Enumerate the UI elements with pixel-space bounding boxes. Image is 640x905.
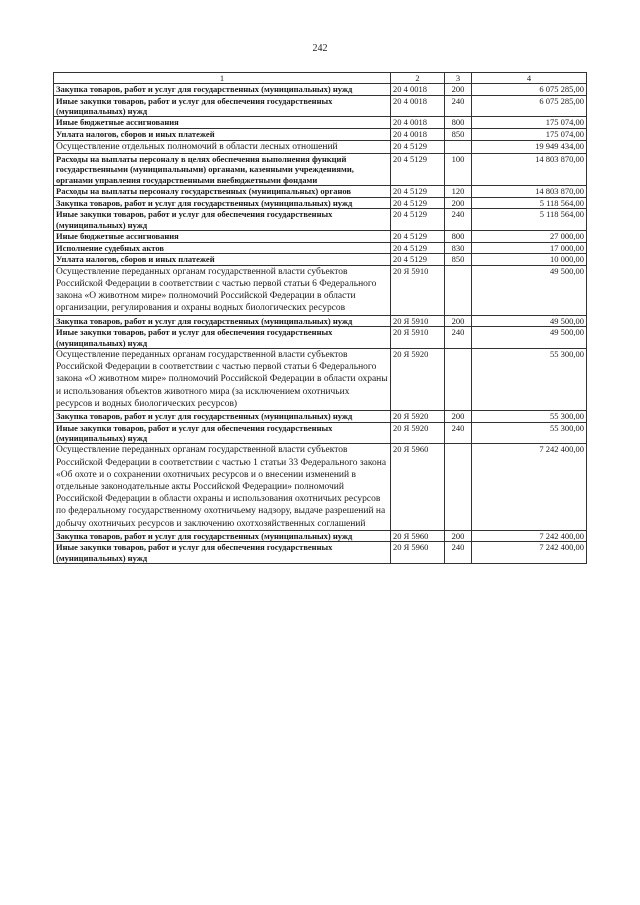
- row-name: Закупка товаров, работ и услуг для государственных (муниципальных) нужд: [54, 197, 391, 209]
- row-amount: 175 074,00: [472, 129, 587, 141]
- row-name: Осуществление переданных органам государственной власти субъектов Российской Федерации в соответствии с частью 1 статьи 33 Федерального закона «Об охоте и о сохранении охотничьих ресурсов и о внесении изменений в отдельные законодательные акты Российской Федерации» полномочий Российской Федерации в области охраны и использования охотничьих ресурсов по федеральному государственному охотничьему надзору, выдаче разрешений на добычу охотничьих ресурсов и заключению охотхозяйственных соглашений: [54, 444, 391, 530]
- table-row: [54, 530, 587, 542]
- row-expense-type: [445, 265, 472, 315]
- table-row: [54, 209, 587, 231]
- row-name: Иные бюджетные ассигнования: [54, 117, 391, 129]
- header-col-3: 3: [445, 73, 472, 84]
- row-amount: 7 242 400,00: [472, 444, 587, 530]
- row-name: Расходы на выплаты персоналу в целях обеспечения выполнения функций государственными (муниципальными) органами, казенными учреждениями, органами управления государственными внебюджетными фондами: [54, 153, 391, 185]
- row-name: Закупка товаров, работ и услуг для государственных (муниципальных) нужд: [54, 315, 391, 327]
- table-row: [54, 542, 587, 564]
- row-amount: 14 803 870,00: [472, 186, 587, 198]
- row-amount: 17 000,00: [472, 242, 587, 254]
- row-amount: 49 500,00: [472, 315, 587, 327]
- row-code: 20 4 5129: [391, 209, 445, 231]
- table-row: [54, 444, 587, 530]
- row-name: Иные закупки товаров, работ и услуг для обеспечения государственных (муниципальных) нужд: [54, 95, 391, 117]
- table-row: [54, 265, 587, 315]
- row-code: 20 Я 5920: [391, 411, 445, 423]
- row-name: Уплата налогов, сборов и иных платежей: [54, 254, 391, 266]
- row-amount: 49 500,00: [472, 265, 587, 315]
- table-row: [54, 349, 587, 411]
- row-expense-type: 830: [445, 242, 472, 254]
- table-row: [54, 117, 587, 129]
- row-amount: 55 300,00: [472, 411, 587, 423]
- row-code: 20 4 0018: [391, 117, 445, 129]
- row-code: 20 Я 5960: [391, 444, 445, 530]
- row-code: 20 Я 5910: [391, 327, 445, 349]
- row-name: Уплата налогов, сборов и иных платежей: [54, 129, 391, 141]
- row-expense-type: 200: [445, 315, 472, 327]
- row-amount: 5 118 564,00: [472, 197, 587, 209]
- row-name: Осуществление переданных органам государственной власти субъектов Российской Федерации в соответствии с частью первой статьи 6 Федерального закона «О животном мире» полномочий Российской Федерации в области организации, регулирования и охраны водных биологических ресурсов: [54, 265, 391, 315]
- table-row: [54, 186, 587, 198]
- row-name: Иные закупки товаров, работ и услуг для обеспечения государственных (муниципальных) нужд: [54, 327, 391, 349]
- page-number: 242: [312, 43, 328, 54]
- row-expense-type: [445, 349, 472, 411]
- row-expense-type: 100: [445, 153, 472, 185]
- row-expense-type: 200: [445, 530, 472, 542]
- row-expense-type: 120: [445, 186, 472, 198]
- row-name: Закупка товаров, работ и услуг для государственных (муниципальных) нужд: [54, 530, 391, 542]
- row-name: Закупка товаров, работ и услуг для государственных (муниципальных) нужд: [54, 411, 391, 423]
- row-amount: 49 500,00: [472, 327, 587, 349]
- row-code: 20 Я 5910: [391, 315, 445, 327]
- header-col-4: 4: [472, 73, 587, 84]
- table-row: [54, 315, 587, 327]
- row-amount: 55 300,00: [472, 422, 587, 444]
- row-code: 20 Я 5960: [391, 530, 445, 542]
- row-expense-type: 240: [445, 209, 472, 231]
- row-expense-type: 850: [445, 254, 472, 266]
- row-code: 20 4 0018: [391, 95, 445, 117]
- table-row: [54, 411, 587, 423]
- table-row: [54, 129, 587, 141]
- row-code: 20 4 5129: [391, 242, 445, 254]
- row-expense-type: 200: [445, 411, 472, 423]
- row-code: 20 4 5129: [391, 186, 445, 198]
- row-expense-type: [445, 444, 472, 530]
- row-amount: 6 075 285,00: [472, 84, 587, 96]
- row-amount: 55 300,00: [472, 349, 587, 411]
- row-amount: 19 949 434,00: [472, 140, 587, 153]
- table-row: [54, 140, 587, 153]
- table-row: [54, 84, 587, 96]
- row-amount: 14 803 870,00: [472, 153, 587, 185]
- header-col-1: 1: [54, 73, 391, 84]
- row-name: Осуществление переданных органам государственной власти субъектов Российской Федерации в соответствии с частью первой статьи 6 Федерального закона «О животном мире» полномочий Российской Федерации в области охраны и использования объектов животного мира (за исключением охотничьих ресурсов и водных биологических ресурсов): [54, 349, 391, 411]
- row-expense-type: 240: [445, 542, 472, 564]
- row-code: 20 4 5129: [391, 254, 445, 266]
- row-code: 20 4 5129: [391, 231, 445, 243]
- row-expense-type: 200: [445, 197, 472, 209]
- row-name: Закупка товаров, работ и услуг для государственных (муниципальных) нужд: [54, 84, 391, 96]
- row-expense-type: 200: [445, 84, 472, 96]
- budget-table: [53, 72, 587, 564]
- row-amount: 175 074,00: [472, 117, 587, 129]
- table-header-row: [54, 73, 587, 84]
- row-name: Исполнение судебных актов: [54, 242, 391, 254]
- row-amount: 7 242 400,00: [472, 542, 587, 564]
- row-code: 20 Я 5910: [391, 265, 445, 315]
- table-row: [54, 231, 587, 243]
- row-code: 20 4 5129: [391, 140, 445, 153]
- row-expense-type: 800: [445, 231, 472, 243]
- row-name: Осуществление отдельных полномочий в области лесных отношений: [54, 140, 391, 153]
- row-name: Иные закупки товаров, работ и услуг для обеспечения государственных (муниципальных) нужд: [54, 422, 391, 444]
- row-code: 20 Я 5920: [391, 349, 445, 411]
- row-code: 20 Я 5960: [391, 542, 445, 564]
- header-col-2: 2: [391, 73, 445, 84]
- row-expense-type: 240: [445, 327, 472, 349]
- row-code: 20 4 5129: [391, 197, 445, 209]
- table-row: [54, 197, 587, 209]
- row-name: Расходы на выплаты персоналу государственных (муниципальных) органов: [54, 186, 391, 198]
- row-name: Иные закупки товаров, работ и услуг для обеспечения государственных (муниципальных) нужд: [54, 542, 391, 564]
- table-row: [54, 327, 587, 349]
- table-row: [54, 153, 587, 185]
- row-amount: 5 118 564,00: [472, 209, 587, 231]
- row-code: 20 4 0018: [391, 84, 445, 96]
- row-amount: 27 000,00: [472, 231, 587, 243]
- row-expense-type: [445, 140, 472, 153]
- table-row: [54, 242, 587, 254]
- row-expense-type: 850: [445, 129, 472, 141]
- row-code: 20 Я 5920: [391, 422, 445, 444]
- row-expense-type: 240: [445, 422, 472, 444]
- row-name: Иные закупки товаров, работ и услуг для обеспечения государственных (муниципальных) нужд: [54, 209, 391, 231]
- table-row: [54, 422, 587, 444]
- row-amount: 7 242 400,00: [472, 530, 587, 542]
- table-row: [54, 95, 587, 117]
- row-expense-type: 240: [445, 95, 472, 117]
- row-amount: 6 075 285,00: [472, 95, 587, 117]
- row-amount: 10 000,00: [472, 254, 587, 266]
- row-code: 20 4 0018: [391, 129, 445, 141]
- table-row: [54, 254, 587, 266]
- row-name: Иные бюджетные ассигнования: [54, 231, 391, 243]
- row-code: 20 4 5129: [391, 153, 445, 185]
- row-expense-type: 800: [445, 117, 472, 129]
